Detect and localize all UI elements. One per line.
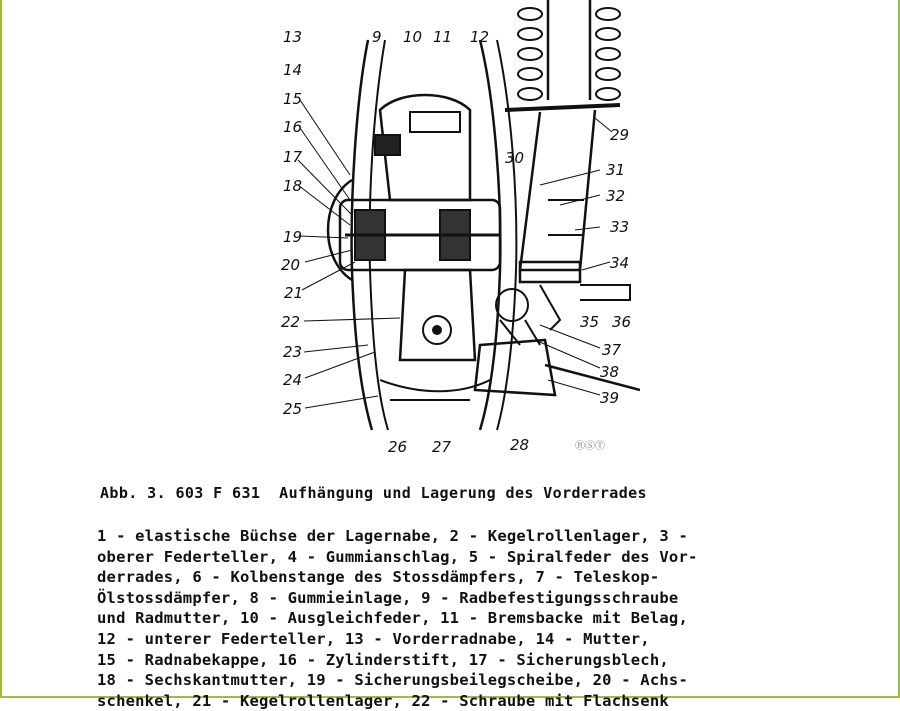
label-37: 37 [602, 341, 622, 359]
label-32: 32 [606, 187, 626, 205]
label-39: 39 [600, 389, 620, 407]
label-29: 29 [610, 126, 630, 144]
coil-spring [518, 8, 620, 100]
label-9: 9 [372, 28, 382, 46]
label-35: 35 [580, 313, 600, 331]
label-20: 20 [281, 256, 301, 274]
legend-line: derrades, 6 - Kolbenstange des Stossdämpfers, 7 - Teleskop- [97, 568, 660, 587]
label-11: 11 [433, 28, 453, 46]
label-15: 15 [283, 90, 303, 108]
label-34: 34 [610, 254, 630, 272]
label-36: 36 [612, 313, 632, 331]
label-19: 19 [283, 228, 303, 246]
label-26: 26 [388, 438, 408, 456]
figure-caption: Abb. 3. 603 F 631 Aufhängung und Lagerung des Vorderrades [100, 484, 647, 502]
legend-line: 1 - elastische Büchse der Lagernabe, 2 - Kegelrollenlager, 3 - [97, 527, 688, 545]
suspension-drawing [270, 0, 640, 460]
label-31: 31 [606, 161, 626, 179]
label-18: 18 [283, 177, 303, 195]
label-16: 16 [283, 118, 303, 136]
label-10: 10 [403, 28, 423, 46]
label-33: 33 [610, 218, 630, 236]
parts-legend [97, 526, 887, 711]
label-28: 28 [510, 436, 530, 454]
label-30: 30 [505, 149, 525, 167]
legend-line: Ölstossdämpfer, 8 - Gummieinlage, 9 - Radbefestigungsschraube [97, 588, 679, 607]
label-21: 21 [284, 284, 304, 302]
label-13: 13 [283, 28, 303, 46]
label-24: 24 [283, 371, 303, 389]
legend-line: schenkel, 21 - Kegelrollenlager, 22 - Schraube mit Flachsenk [97, 691, 669, 710]
label-12: 12 [470, 28, 490, 46]
label-14: 14 [283, 61, 303, 79]
legend-line: und Radmutter, 10 - Ausgleichfeder, 11 - Bremsbacke mit Belag, [97, 609, 688, 628]
legend-line: 12 - unterer Federteller, 13 - Vorderradnabe, 14 - Mutter, [97, 629, 650, 648]
figure-stamp: ⓇⓈⓉ [575, 441, 605, 452]
drawing-svg [270, 0, 640, 460]
label-23: 23 [283, 343, 303, 361]
label-25: 25 [283, 400, 303, 418]
legend-line: 18 - Sechskantmutter, 19 - Sicherungsbeilegscheibe, 20 - Achs- [97, 671, 688, 690]
label-17: 17 [283, 148, 303, 166]
legend-line: oberer Federteller, 4 - Gummianschlag, 5 - Spiralfeder des Vor- [97, 547, 698, 566]
label-38: 38 [600, 363, 620, 381]
legend-line: 15 - Radnabekappe, 16 - Zylinderstift, 17 - Sicherungsblech, [97, 650, 669, 669]
label-27: 27 [432, 438, 452, 456]
label-22: 22 [281, 313, 301, 331]
